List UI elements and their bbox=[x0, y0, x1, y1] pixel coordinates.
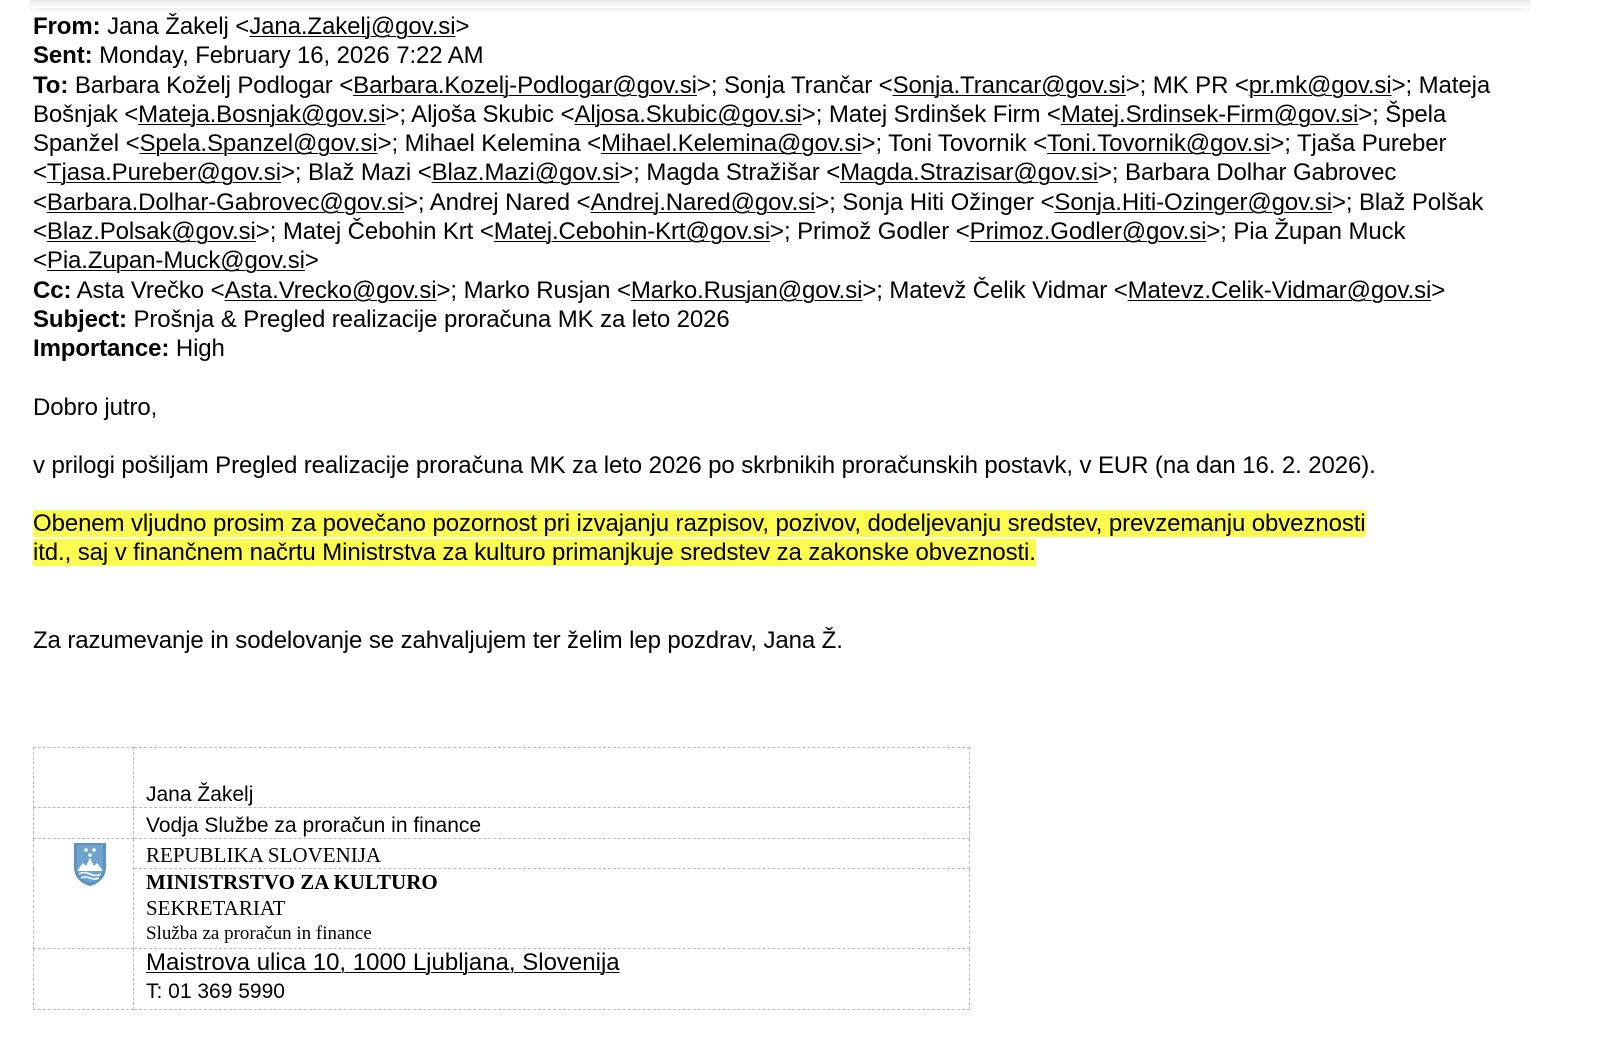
to-recipient-name: MK PR < bbox=[1152, 71, 1249, 99]
to-recipient-email-link[interactable]: Barbara.Kozelj-Podlogar@gov.si bbox=[353, 71, 697, 99]
to-recipient-email-link[interactable]: Magda.Strazisar@gov.si bbox=[840, 159, 1098, 187]
to-recipient-name: Barbara Dolhar Gabrovec < bbox=[33, 159, 1397, 216]
signature-empty-cell bbox=[34, 748, 134, 808]
to-recipient-email-link[interactable]: Toni.Tovornik@gov.si bbox=[1047, 130, 1271, 158]
cc-recipient-email-link[interactable]: Matevz.Celik-Vidmar@gov.si bbox=[1127, 276, 1432, 304]
to-recipient-name: Magda Stražišar < bbox=[646, 159, 841, 187]
to-recipients bbox=[33, 72, 1490, 275]
separator: >; bbox=[696, 71, 724, 99]
separator: >; bbox=[404, 188, 430, 216]
separator: >; bbox=[377, 130, 405, 158]
separator: >; bbox=[1331, 188, 1359, 216]
cc-recipients bbox=[77, 277, 1446, 304]
separator: >; bbox=[1097, 159, 1126, 187]
separator: >; bbox=[1206, 218, 1234, 246]
cc-recipient-name: Matevž Čelik Vidmar < bbox=[889, 276, 1128, 304]
to-recipient-email-link[interactable]: Aljosa.Skubic@gov.si bbox=[574, 100, 802, 128]
separator: > bbox=[304, 247, 319, 275]
separator: > bbox=[1431, 276, 1446, 304]
subject-label: Subject: bbox=[33, 305, 127, 333]
subject-value: Prošnja & Pregled realizacije proračuna MK za leto 2026 bbox=[133, 305, 730, 333]
separator: >; bbox=[801, 100, 829, 128]
separator: >; bbox=[1270, 130, 1297, 158]
to-recipient-email-link[interactable]: Matej.Cebohin-Krt@gov.si bbox=[493, 218, 771, 246]
separator: >; bbox=[255, 218, 283, 246]
to-recipient-name: Primož Godler < bbox=[797, 218, 970, 246]
separator: >; bbox=[1125, 71, 1153, 99]
to-recipient-name: Blaž Mazi < bbox=[308, 159, 432, 187]
highlight-line-1: Obenem vljudno prosim za povečano pozornost pri izvajanju razpisov, pozivov, dodeljevanju sredstev, prevzemanju obveznosti bbox=[33, 510, 1366, 538]
address-link[interactable]: Maistrova ulica 10, 1000 Ljubljana, Slovenija bbox=[146, 949, 620, 976]
org-ministry: MINISTRSTVO ZA KULTURO bbox=[146, 870, 438, 894]
to-recipient-name: Špela Spanžel < bbox=[33, 100, 1447, 158]
to-recipient-email-link[interactable]: Mateja.Bosnjak@gov.si bbox=[138, 100, 386, 128]
to-label: To: bbox=[33, 71, 69, 99]
subject-row bbox=[33, 305, 1533, 334]
highlighted-paragraph bbox=[33, 509, 1533, 568]
separator: >; bbox=[619, 159, 647, 187]
phone: T: 01 369 5990 bbox=[146, 980, 285, 1003]
signature-title: Vodja Službe za proračun in finance bbox=[134, 808, 970, 839]
to-recipient-name: Barbara Koželj Podlogar < bbox=[74, 71, 354, 99]
to-recipient-email-link[interactable]: Sonja.Trancar@gov.si bbox=[892, 71, 1126, 99]
cc-row bbox=[33, 276, 1533, 305]
cc-recipient-email-link[interactable]: Marko.Rusjan@gov.si bbox=[630, 276, 863, 304]
to-recipient-name: Blaž Polšak < bbox=[33, 188, 1484, 246]
sent-value: Monday, February 16, 2026 7:22 AM bbox=[99, 42, 484, 70]
to-recipient-name: Toni Tovornik < bbox=[888, 130, 1047, 158]
to-recipient-name: Sonja Trančar < bbox=[723, 71, 893, 99]
separator: >; bbox=[770, 218, 798, 246]
angle-open: < bbox=[235, 13, 250, 40]
to-recipient-name: Pia Župan Muck < bbox=[33, 218, 1406, 275]
to-recipient-email-link[interactable]: Pia.Zupan-Muck@gov.si bbox=[46, 247, 305, 275]
cc-recipient-name: Asta Vrečko < bbox=[76, 276, 225, 304]
to-recipient-name: Matej Srdinšek Firm < bbox=[828, 100, 1061, 128]
to-recipient-email-link[interactable]: Matej.Srdinsek-Firm@gov.si bbox=[1060, 100, 1359, 128]
signature-table bbox=[33, 747, 970, 1010]
from-email-link[interactable]: Jana.Zakelj@gov.si bbox=[249, 13, 456, 40]
to-recipient-email-link[interactable]: Mihael.Kelemina@gov.si bbox=[601, 130, 862, 158]
org-secretariat: SEKRETARIAT bbox=[146, 896, 286, 920]
separator: >; bbox=[815, 188, 843, 216]
closing: Za razumevanje in sodelovanje se zahvaljujem ter želim lep pozdrav, Jana Ž. bbox=[33, 626, 843, 654]
to-recipient-email-link[interactable]: Barbara.Dolhar-Gabrovec@gov.si bbox=[46, 188, 404, 216]
importance-value: High bbox=[175, 335, 225, 363]
to-recipient-email-link[interactable]: pr.mk@gov.si bbox=[1248, 71, 1392, 99]
signature-empty-cell bbox=[34, 949, 134, 1010]
contact-block bbox=[134, 949, 970, 1010]
highlight-line-2: itd., saj v finančnem načrtu Ministrstva za kulturo primanjkuje sredstev za zakonske obveznosti. bbox=[33, 539, 1036, 567]
from-row bbox=[33, 12, 1533, 41]
separator: >; bbox=[280, 159, 309, 187]
to-recipient-email-link[interactable]: Blaz.Polsak@gov.si bbox=[46, 218, 256, 246]
to-recipient-name: Andrej Nared < bbox=[429, 188, 591, 216]
window-top-edge bbox=[30, 0, 1530, 8]
to-recipient-name: Tjaša Pureber < bbox=[33, 130, 1447, 187]
separator: >; bbox=[385, 100, 412, 128]
org-service: Služba za proračun in finance bbox=[146, 923, 372, 944]
from-name: Jana Žakelj bbox=[107, 13, 229, 40]
greeting: Dobro jutro, bbox=[33, 393, 158, 421]
sent-label: Sent: bbox=[33, 42, 93, 70]
signature-empty-cell bbox=[34, 808, 134, 839]
cc-recipient-email-link[interactable]: Asta.Vrecko@gov.si bbox=[224, 276, 437, 304]
cc-label: Cc: bbox=[33, 276, 72, 304]
to-recipient-name: Mateja Bošnjak < bbox=[33, 71, 1491, 128]
angle-close: > bbox=[455, 13, 470, 40]
sent-row bbox=[33, 41, 1533, 70]
to-recipient-email-link[interactable]: Andrej.Nared@gov.si bbox=[590, 188, 816, 216]
org-republic: REPUBLIKA SLOVENIJA bbox=[134, 839, 970, 869]
cc-recipient-name: Marko Rusjan < bbox=[463, 276, 631, 304]
separator: >; bbox=[861, 130, 889, 158]
to-recipient-email-link[interactable]: Blaz.Mazi@gov.si bbox=[431, 159, 620, 187]
to-recipient-name: Sonja Hiti Ožinger < bbox=[842, 188, 1055, 216]
email-message bbox=[33, 12, 1533, 655]
from-label: From: bbox=[33, 13, 101, 40]
separator: >; bbox=[1391, 71, 1419, 99]
paragraph-attachment: v prilogi pošiljam Pregled realizacije proračuna MK za leto 2026 po skrbnikih proračunskih postavk, v EUR (na dan 16. 2. 2026). bbox=[33, 451, 1376, 479]
to-recipient-email-link[interactable]: Spela.Spanzel@gov.si bbox=[139, 130, 378, 158]
logo-cell bbox=[34, 839, 134, 949]
slovenia-coat-of-arms-icon bbox=[72, 841, 108, 887]
signature-name: Jana Žakelj bbox=[134, 748, 970, 808]
org-block bbox=[134, 869, 970, 949]
separator: >; bbox=[862, 276, 890, 304]
separator: >; bbox=[1358, 100, 1386, 128]
to-recipient-name: Mihael Kelemina < bbox=[404, 130, 602, 158]
to-recipient-name: Aljoša Skubic < bbox=[411, 100, 575, 128]
to-row bbox=[33, 71, 1533, 276]
importance-row bbox=[33, 334, 1533, 363]
to-recipient-email-link[interactable]: Sonja.Hiti-Ozinger@gov.si bbox=[1054, 188, 1332, 216]
to-recipient-email-link[interactable]: Primoz.Godler@gov.si bbox=[969, 218, 1207, 246]
to-recipient-name: Matej Čebohin Krt < bbox=[282, 218, 494, 246]
importance-label: Importance: bbox=[33, 335, 170, 363]
separator: >; bbox=[436, 276, 464, 304]
to-recipient-email-link[interactable]: Tjasa.Pureber@gov.si bbox=[46, 159, 281, 187]
